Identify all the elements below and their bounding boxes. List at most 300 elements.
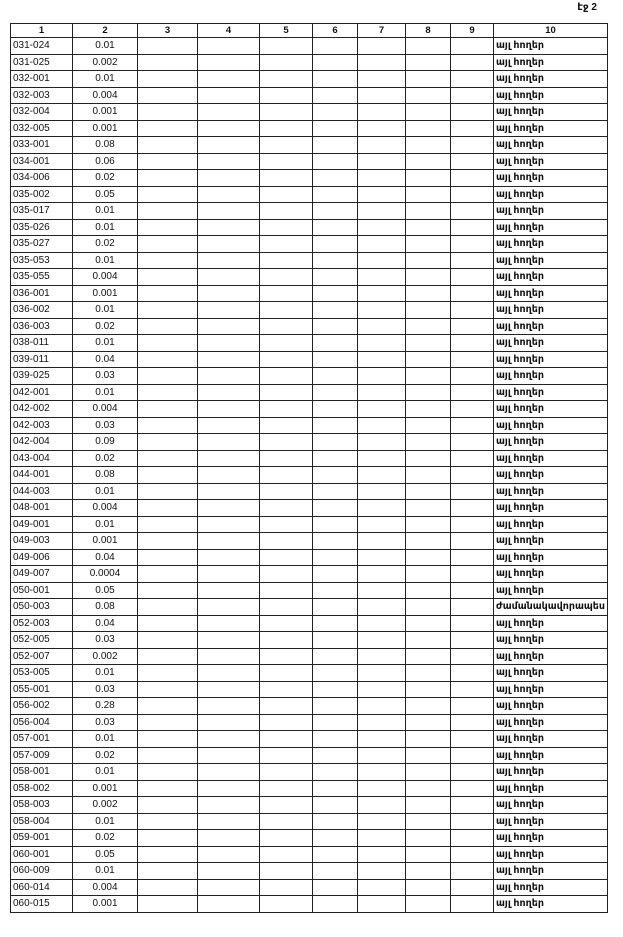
empty-cell bbox=[138, 417, 198, 434]
empty-cell bbox=[260, 599, 313, 616]
land-type-cell: այլ հողեր bbox=[494, 236, 608, 253]
empty-cell bbox=[358, 104, 406, 121]
empty-cell bbox=[358, 335, 406, 352]
area-cell: 0.01 bbox=[73, 71, 138, 88]
empty-cell bbox=[406, 170, 451, 187]
empty-cell bbox=[260, 137, 313, 154]
empty-cell bbox=[358, 830, 406, 847]
empty-cell bbox=[451, 351, 494, 368]
area-cell: 0.001 bbox=[73, 533, 138, 550]
land-type-cell: այլ հողեր bbox=[494, 302, 608, 319]
table-row bbox=[11, 434, 608, 451]
empty-cell bbox=[260, 203, 313, 220]
table-row bbox=[11, 120, 608, 137]
land-type-cell: ժամանակավորապես bbox=[494, 599, 608, 616]
area-cell: 0.01 bbox=[73, 335, 138, 352]
empty-cell bbox=[260, 846, 313, 863]
empty-cell bbox=[406, 714, 451, 731]
empty-cell bbox=[198, 747, 260, 764]
parcel-code-cell: 056-004 bbox=[11, 714, 73, 731]
empty-cell bbox=[358, 632, 406, 649]
parcel-code-cell: 052-003 bbox=[11, 615, 73, 632]
empty-cell bbox=[313, 863, 358, 880]
empty-cell bbox=[260, 186, 313, 203]
empty-cell bbox=[138, 401, 198, 418]
empty-cell bbox=[313, 71, 358, 88]
empty-cell bbox=[313, 483, 358, 500]
area-cell: 0.01 bbox=[73, 219, 138, 236]
parcel-code-cell: 039-011 bbox=[11, 351, 73, 368]
empty-cell bbox=[260, 615, 313, 632]
parcel-code-cell: 031-025 bbox=[11, 54, 73, 71]
empty-cell bbox=[138, 87, 198, 104]
empty-cell bbox=[260, 236, 313, 253]
empty-cell bbox=[260, 764, 313, 781]
table-row bbox=[11, 467, 608, 484]
table-row bbox=[11, 170, 608, 187]
empty-cell bbox=[358, 681, 406, 698]
empty-cell bbox=[313, 714, 358, 731]
empty-cell bbox=[406, 467, 451, 484]
empty-cell bbox=[313, 879, 358, 896]
empty-cell bbox=[198, 863, 260, 880]
empty-cell bbox=[198, 38, 260, 55]
empty-cell bbox=[358, 450, 406, 467]
land-type-cell: այլ հողեր bbox=[494, 533, 608, 550]
parcel-code-cell: 060-009 bbox=[11, 863, 73, 880]
table-row bbox=[11, 104, 608, 121]
table-row bbox=[11, 269, 608, 286]
land-type-cell: այլ հողեր bbox=[494, 863, 608, 880]
empty-cell bbox=[358, 137, 406, 154]
empty-cell bbox=[260, 797, 313, 814]
empty-cell bbox=[358, 434, 406, 451]
empty-cell bbox=[406, 599, 451, 616]
land-type-cell: այլ հողեր bbox=[494, 186, 608, 203]
empty-cell bbox=[313, 896, 358, 913]
table-row bbox=[11, 203, 608, 220]
area-cell: 0.01 bbox=[73, 302, 138, 319]
parcel-code-cell: 035-017 bbox=[11, 203, 73, 220]
empty-cell bbox=[138, 54, 198, 71]
empty-cell bbox=[406, 648, 451, 665]
empty-cell bbox=[451, 516, 494, 533]
table-row bbox=[11, 302, 608, 319]
parcel-code-cell: 035-027 bbox=[11, 236, 73, 253]
empty-cell bbox=[260, 269, 313, 286]
parcel-code-cell: 032-001 bbox=[11, 71, 73, 88]
table-row bbox=[11, 566, 608, 583]
empty-cell bbox=[406, 764, 451, 781]
empty-cell bbox=[358, 665, 406, 682]
parcel-code-cell: 058-001 bbox=[11, 764, 73, 781]
empty-cell bbox=[358, 54, 406, 71]
parcel-code-cell: 032-005 bbox=[11, 120, 73, 137]
parcel-code-cell: 060-014 bbox=[11, 879, 73, 896]
empty-cell bbox=[260, 285, 313, 302]
empty-cell bbox=[138, 698, 198, 715]
parcel-code-cell: 060-001 bbox=[11, 846, 73, 863]
empty-cell bbox=[406, 879, 451, 896]
empty-cell bbox=[260, 582, 313, 599]
empty-cell bbox=[358, 87, 406, 104]
empty-cell bbox=[198, 599, 260, 616]
land-type-cell: այլ հողեր bbox=[494, 252, 608, 269]
parcel-code-cell: 056-002 bbox=[11, 698, 73, 715]
empty-cell bbox=[138, 137, 198, 154]
empty-cell bbox=[451, 863, 494, 880]
area-cell: 0.001 bbox=[73, 896, 138, 913]
parcel-code-cell: 058-003 bbox=[11, 797, 73, 814]
parcel-code-cell: 036-001 bbox=[11, 285, 73, 302]
empty-cell bbox=[406, 120, 451, 137]
empty-cell bbox=[451, 186, 494, 203]
empty-cell bbox=[406, 863, 451, 880]
empty-cell bbox=[260, 351, 313, 368]
empty-cell bbox=[313, 549, 358, 566]
area-cell: 0.01 bbox=[73, 813, 138, 830]
parcel-code-cell: 042-002 bbox=[11, 401, 73, 418]
empty-cell bbox=[451, 153, 494, 170]
empty-cell bbox=[313, 780, 358, 797]
empty-cell bbox=[451, 879, 494, 896]
parcel-code-cell: 053-005 bbox=[11, 665, 73, 682]
empty-cell bbox=[260, 896, 313, 913]
empty-cell bbox=[358, 120, 406, 137]
empty-cell bbox=[138, 747, 198, 764]
area-cell: 0.004 bbox=[73, 269, 138, 286]
empty-cell bbox=[138, 549, 198, 566]
land-type-cell: այլ հողեր bbox=[494, 681, 608, 698]
empty-cell bbox=[313, 87, 358, 104]
empty-cell bbox=[198, 170, 260, 187]
empty-cell bbox=[451, 566, 494, 583]
parcel-code-cell: 050-001 bbox=[11, 582, 73, 599]
area-cell: 0.03 bbox=[73, 632, 138, 649]
empty-cell bbox=[198, 764, 260, 781]
table-row bbox=[11, 830, 608, 847]
parcel-code-cell: 032-004 bbox=[11, 104, 73, 121]
parcel-code-cell: 038-011 bbox=[11, 335, 73, 352]
land-type-cell: այլ հողեր bbox=[494, 582, 608, 599]
land-type-cell: այլ հողեր bbox=[494, 632, 608, 649]
land-type-cell: այլ հողեր bbox=[494, 665, 608, 682]
empty-cell bbox=[198, 219, 260, 236]
empty-cell bbox=[451, 104, 494, 121]
land-type-cell: այլ հողեր bbox=[494, 813, 608, 830]
empty-cell bbox=[406, 813, 451, 830]
empty-cell bbox=[451, 467, 494, 484]
area-cell: 0.02 bbox=[73, 170, 138, 187]
empty-cell bbox=[451, 203, 494, 220]
area-cell: 0.08 bbox=[73, 599, 138, 616]
land-type-cell: այլ հողեր bbox=[494, 467, 608, 484]
table-body bbox=[11, 38, 608, 913]
table-row bbox=[11, 681, 608, 698]
area-cell: 0.01 bbox=[73, 252, 138, 269]
empty-cell bbox=[260, 252, 313, 269]
parcel-code-cell: 033-001 bbox=[11, 137, 73, 154]
empty-cell bbox=[260, 747, 313, 764]
parcel-code-cell: 049-003 bbox=[11, 533, 73, 550]
area-cell: 0.02 bbox=[73, 450, 138, 467]
empty-cell bbox=[260, 830, 313, 847]
empty-cell bbox=[198, 615, 260, 632]
area-cell: 0.01 bbox=[73, 516, 138, 533]
land-type-cell: այլ հողեր bbox=[494, 830, 608, 847]
empty-cell bbox=[406, 483, 451, 500]
empty-cell bbox=[138, 797, 198, 814]
empty-cell bbox=[260, 780, 313, 797]
land-type-cell: այլ հողեր bbox=[494, 38, 608, 55]
table-row bbox=[11, 714, 608, 731]
empty-cell bbox=[198, 153, 260, 170]
land-type-cell: այլ հողեր bbox=[494, 731, 608, 748]
empty-cell bbox=[451, 434, 494, 451]
empty-cell bbox=[451, 714, 494, 731]
empty-cell bbox=[313, 681, 358, 698]
empty-cell bbox=[358, 219, 406, 236]
empty-cell bbox=[358, 384, 406, 401]
parcel-code-cell: 035-026 bbox=[11, 219, 73, 236]
empty-cell bbox=[260, 401, 313, 418]
empty-cell bbox=[260, 632, 313, 649]
empty-cell bbox=[138, 500, 198, 517]
empty-cell bbox=[406, 747, 451, 764]
empty-cell bbox=[260, 549, 313, 566]
empty-cell bbox=[406, 219, 451, 236]
empty-cell bbox=[138, 351, 198, 368]
empty-cell bbox=[138, 632, 198, 649]
land-type-cell: այլ հողեր bbox=[494, 714, 608, 731]
empty-cell bbox=[260, 648, 313, 665]
empty-cell bbox=[406, 71, 451, 88]
parcel-code-cell: 049-001 bbox=[11, 516, 73, 533]
empty-cell bbox=[198, 681, 260, 698]
land-type-cell: այլ հողեր bbox=[494, 450, 608, 467]
empty-cell bbox=[260, 71, 313, 88]
empty-cell bbox=[406, 384, 451, 401]
table-row bbox=[11, 38, 608, 55]
empty-cell bbox=[406, 87, 451, 104]
parcel-code-cell: 049-006 bbox=[11, 549, 73, 566]
empty-cell bbox=[451, 236, 494, 253]
area-cell: 0.05 bbox=[73, 846, 138, 863]
land-type-cell: այլ հողեր bbox=[494, 219, 608, 236]
empty-cell bbox=[313, 285, 358, 302]
empty-cell bbox=[260, 500, 313, 517]
column-header-2: 2 bbox=[73, 24, 138, 38]
empty-cell bbox=[138, 38, 198, 55]
parcel-code-cell: 044-001 bbox=[11, 467, 73, 484]
empty-cell bbox=[260, 450, 313, 467]
empty-cell bbox=[406, 830, 451, 847]
parcel-code-cell: 042-001 bbox=[11, 384, 73, 401]
empty-cell bbox=[358, 714, 406, 731]
empty-cell bbox=[313, 599, 358, 616]
empty-cell bbox=[313, 401, 358, 418]
empty-cell bbox=[406, 549, 451, 566]
land-parcel-table bbox=[10, 23, 608, 913]
empty-cell bbox=[406, 846, 451, 863]
empty-cell bbox=[406, 896, 451, 913]
table-row bbox=[11, 285, 608, 302]
empty-cell bbox=[358, 500, 406, 517]
empty-cell bbox=[406, 681, 451, 698]
area-cell: 0.02 bbox=[73, 318, 138, 335]
table-row bbox=[11, 318, 608, 335]
land-type-cell: այլ հողեր bbox=[494, 434, 608, 451]
empty-cell bbox=[138, 780, 198, 797]
empty-cell bbox=[198, 879, 260, 896]
table-row bbox=[11, 896, 608, 913]
empty-cell bbox=[313, 566, 358, 583]
empty-cell bbox=[358, 318, 406, 335]
table-row bbox=[11, 252, 608, 269]
empty-cell bbox=[313, 236, 358, 253]
empty-cell bbox=[406, 269, 451, 286]
empty-cell bbox=[260, 533, 313, 550]
parcel-code-cell: 052-007 bbox=[11, 648, 73, 665]
empty-cell bbox=[313, 747, 358, 764]
parcel-code-cell: 044-003 bbox=[11, 483, 73, 500]
empty-cell bbox=[313, 351, 358, 368]
empty-cell bbox=[451, 500, 494, 517]
empty-cell bbox=[313, 813, 358, 830]
empty-cell bbox=[138, 879, 198, 896]
area-cell: 0.001 bbox=[73, 285, 138, 302]
empty-cell bbox=[313, 615, 358, 632]
empty-cell bbox=[198, 648, 260, 665]
empty-cell bbox=[138, 813, 198, 830]
empty-cell bbox=[406, 582, 451, 599]
area-cell: 0.01 bbox=[73, 384, 138, 401]
parcel-code-cell: 058-004 bbox=[11, 813, 73, 830]
column-header-10: 10 bbox=[494, 24, 608, 38]
table-row bbox=[11, 549, 608, 566]
parcel-code-cell: 031-024 bbox=[11, 38, 73, 55]
empty-cell bbox=[313, 582, 358, 599]
empty-cell bbox=[358, 269, 406, 286]
column-header-4: 4 bbox=[198, 24, 260, 38]
empty-cell bbox=[358, 153, 406, 170]
table-row bbox=[11, 351, 608, 368]
area-cell: 0.02 bbox=[73, 236, 138, 253]
area-cell: 0.02 bbox=[73, 747, 138, 764]
land-type-cell: այլ հողեր bbox=[494, 879, 608, 896]
empty-cell bbox=[198, 896, 260, 913]
empty-cell bbox=[406, 368, 451, 385]
empty-cell bbox=[406, 450, 451, 467]
empty-cell bbox=[138, 335, 198, 352]
empty-cell bbox=[313, 153, 358, 170]
empty-cell bbox=[358, 483, 406, 500]
table-row bbox=[11, 137, 608, 154]
empty-cell bbox=[198, 846, 260, 863]
parcel-code-cell: 057-001 bbox=[11, 731, 73, 748]
empty-cell bbox=[451, 549, 494, 566]
table-row bbox=[11, 879, 608, 896]
land-type-cell: այլ հողեր bbox=[494, 483, 608, 500]
empty-cell bbox=[358, 285, 406, 302]
empty-cell bbox=[198, 434, 260, 451]
empty-cell bbox=[138, 153, 198, 170]
parcel-code-cell: 042-004 bbox=[11, 434, 73, 451]
land-type-cell: այլ հողեր bbox=[494, 566, 608, 583]
land-type-cell: այլ հողեր bbox=[494, 153, 608, 170]
parcel-code-cell: 039-025 bbox=[11, 368, 73, 385]
empty-cell bbox=[358, 368, 406, 385]
column-header-8: 8 bbox=[406, 24, 451, 38]
land-type-cell: այլ հողեր bbox=[494, 417, 608, 434]
empty-cell bbox=[260, 368, 313, 385]
area-cell: 0.04 bbox=[73, 351, 138, 368]
land-type-cell: այլ հողեր bbox=[494, 54, 608, 71]
land-type-cell: այլ հողեր bbox=[494, 698, 608, 715]
land-type-cell: այլ հողեր bbox=[494, 516, 608, 533]
empty-cell bbox=[138, 170, 198, 187]
empty-cell bbox=[358, 533, 406, 550]
empty-cell bbox=[358, 170, 406, 187]
empty-cell bbox=[260, 434, 313, 451]
land-type-cell: այլ հողեր bbox=[494, 269, 608, 286]
empty-cell bbox=[198, 203, 260, 220]
empty-cell bbox=[260, 698, 313, 715]
empty-cell bbox=[198, 104, 260, 121]
empty-cell bbox=[451, 368, 494, 385]
parcel-code-cell: 042-003 bbox=[11, 417, 73, 434]
empty-cell bbox=[198, 236, 260, 253]
empty-cell bbox=[260, 153, 313, 170]
empty-cell bbox=[358, 252, 406, 269]
table-row bbox=[11, 153, 608, 170]
area-cell: 0.06 bbox=[73, 153, 138, 170]
empty-cell bbox=[260, 318, 313, 335]
table-row bbox=[11, 780, 608, 797]
area-cell: 0.04 bbox=[73, 549, 138, 566]
empty-cell bbox=[406, 500, 451, 517]
table-row bbox=[11, 665, 608, 682]
parcel-code-cell: 043-004 bbox=[11, 450, 73, 467]
area-cell: 0.03 bbox=[73, 417, 138, 434]
empty-cell bbox=[138, 615, 198, 632]
empty-cell bbox=[138, 731, 198, 748]
empty-cell bbox=[406, 54, 451, 71]
parcel-code-cell: 035-055 bbox=[11, 269, 73, 286]
land-type-cell: այլ հողեր bbox=[494, 780, 608, 797]
empty-cell bbox=[198, 797, 260, 814]
empty-cell bbox=[358, 747, 406, 764]
empty-cell bbox=[198, 632, 260, 649]
empty-cell bbox=[406, 731, 451, 748]
table-row bbox=[11, 764, 608, 781]
empty-cell bbox=[451, 797, 494, 814]
land-type-cell: այլ հողեր bbox=[494, 797, 608, 814]
empty-cell bbox=[260, 731, 313, 748]
empty-cell bbox=[313, 137, 358, 154]
empty-cell bbox=[358, 302, 406, 319]
empty-cell bbox=[451, 38, 494, 55]
empty-cell bbox=[358, 813, 406, 830]
empty-cell bbox=[260, 417, 313, 434]
land-type-cell: այլ հողեր bbox=[494, 318, 608, 335]
empty-cell bbox=[406, 137, 451, 154]
empty-cell bbox=[406, 698, 451, 715]
land-type-cell: այլ հողեր bbox=[494, 615, 608, 632]
empty-cell bbox=[198, 368, 260, 385]
empty-cell bbox=[451, 533, 494, 550]
area-cell: 0.002 bbox=[73, 648, 138, 665]
